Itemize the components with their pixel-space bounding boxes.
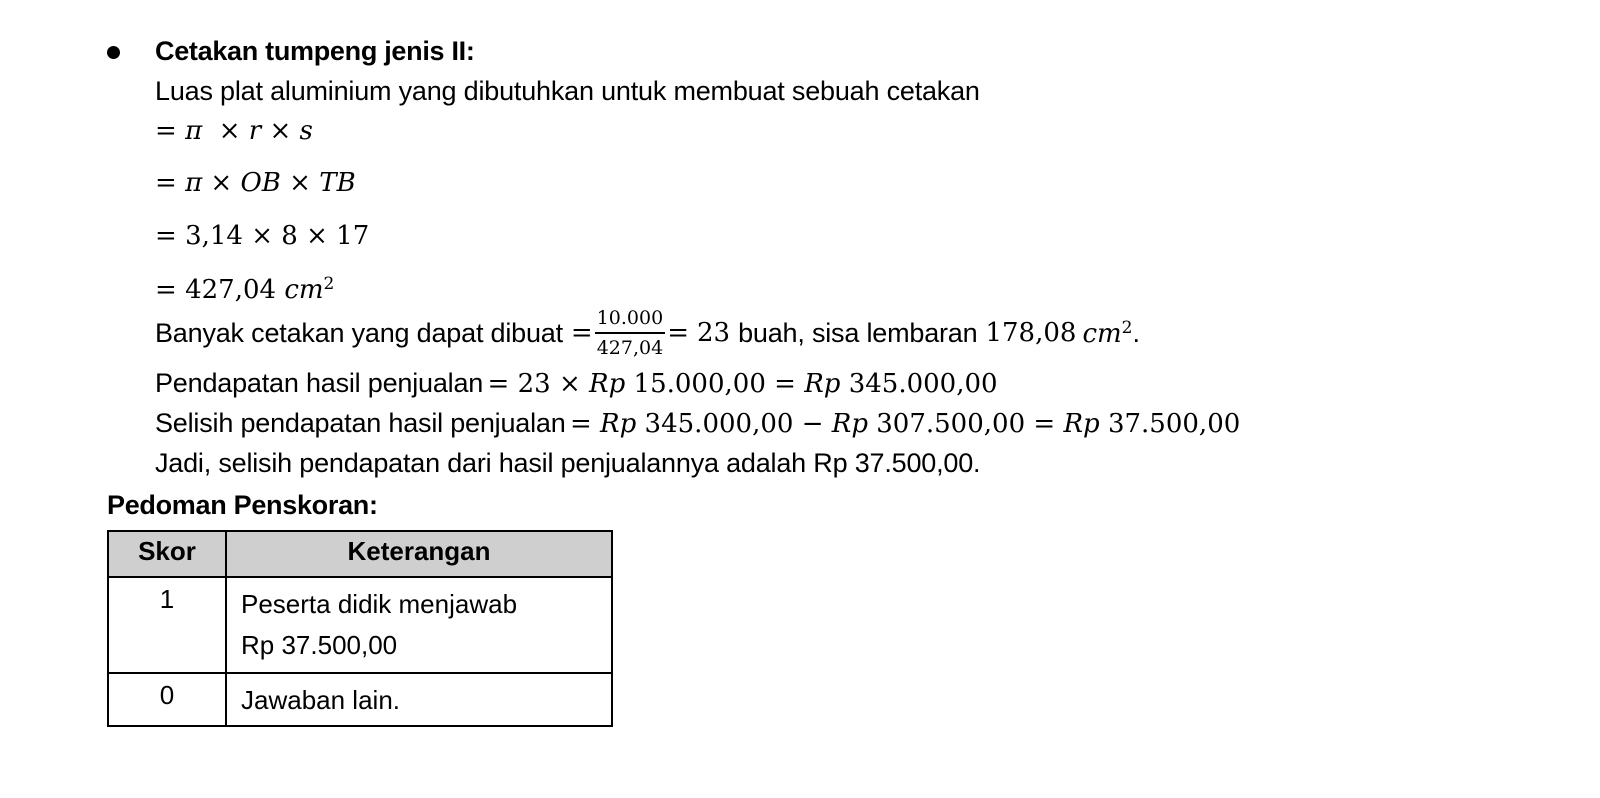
segment-ob: OB (240, 168, 281, 198)
banyak-text: buah, sisa lembaran (738, 317, 978, 348)
equals-sign: = (570, 318, 593, 348)
currency-rp: Rp (1063, 409, 1100, 439)
pendapatan-line (155, 368, 998, 399)
radius-symbol: r (248, 116, 262, 146)
equals-sign: = (774, 369, 796, 399)
equation-numeric (155, 221, 369, 251)
conclusion-text: Jadi, selisih pendapatan dari hasil penjualannya adalah Rp 37.500,00. (155, 448, 981, 478)
header-keterangan: Keterangan (226, 531, 612, 577)
table-row (108, 673, 612, 726)
segment-tb: TB (319, 168, 356, 198)
equals-sign: = (1033, 409, 1056, 439)
pi-symbol: π (185, 168, 203, 198)
section-heading: Cetakan tumpeng jenis II: (155, 36, 475, 66)
banyak-label: Banyak cetakan yang dapat dibuat (155, 317, 563, 348)
times-sign: × (558, 369, 581, 399)
pi-symbol: π (185, 116, 203, 146)
revenue-value: 345.000,00 (644, 409, 794, 439)
header-skor: Skor (108, 531, 226, 577)
area-value: 427,04 (185, 275, 277, 305)
slant-symbol: s (299, 116, 313, 146)
banyak-line (155, 300, 1140, 366)
times-sign: × (306, 221, 328, 251)
area-unit: cm (284, 275, 324, 305)
times-sign: × (218, 116, 241, 146)
keterangan-line: Jawaban lain. (241, 685, 400, 715)
equals-sign: = (487, 369, 510, 399)
times-sign: × (210, 168, 233, 198)
total-value: 345.000,00 (848, 369, 998, 399)
bullet-icon (107, 46, 120, 59)
table-header-row (108, 531, 612, 577)
equals-sign: = (667, 318, 689, 348)
equation-substitution (155, 168, 356, 198)
currency-rp: Rp (831, 409, 868, 439)
times-sign: × (269, 116, 292, 146)
skor-cell: 0 (108, 673, 226, 726)
skor-cell: 1 (108, 577, 226, 673)
currency-rp: Rp (804, 369, 841, 399)
times-sign: × (289, 168, 311, 198)
equation-formula (155, 116, 313, 146)
sisa-unit: cm (1082, 318, 1122, 349)
scoring-table (107, 530, 613, 727)
unit-exponent: 2 (1121, 317, 1133, 338)
price-value: 15.000,00 (633, 369, 766, 399)
value-tb: 17 (336, 221, 370, 251)
fraction (595, 306, 665, 360)
value-ob: 8 (281, 221, 298, 251)
selisih-line (155, 408, 1240, 439)
scoring-title: Pedoman Penskoran: (107, 490, 378, 520)
keterangan-line: Peserta didik menjawab (241, 589, 518, 619)
fraction-numerator: 10.000 (595, 306, 665, 334)
equals-sign: = (569, 409, 592, 439)
currency-rp: Rp (600, 409, 637, 439)
keterangan-line: Rp 37.500,00 (241, 630, 398, 660)
difference-value: 37.500,00 (1107, 409, 1241, 439)
equals-sign: = (155, 168, 177, 198)
equals-sign: = (155, 221, 177, 251)
table-row (108, 577, 612, 673)
keterangan-cell (226, 673, 612, 726)
sisa-value: 178,08 (985, 318, 1077, 348)
minus-sign: − (801, 409, 824, 439)
sentence-end: . (1132, 317, 1140, 348)
equals-sign: = (155, 116, 177, 146)
value-pi: 3,14 (185, 221, 243, 251)
currency-rp: Rp (589, 369, 626, 399)
times-sign: × (251, 221, 274, 251)
equals-sign: = (155, 275, 177, 305)
keterangan-cell (226, 577, 612, 673)
fraction-denominator: 427,04 (596, 337, 664, 359)
intro-text: Luas plat aluminium yang dibutuhkan untuk membuat sebuah cetakan (155, 76, 980, 106)
banyak-result: 23 (697, 318, 731, 348)
quantity-value: 23 (517, 369, 551, 399)
compare-value: 307.500,00 (876, 409, 1026, 439)
unit-exponent: 2 (323, 274, 335, 294)
pendapatan-label: Pendapatan hasil penjualan (155, 368, 484, 398)
selisih-label: Selisih pendapatan hasil penjualan (155, 408, 566, 438)
